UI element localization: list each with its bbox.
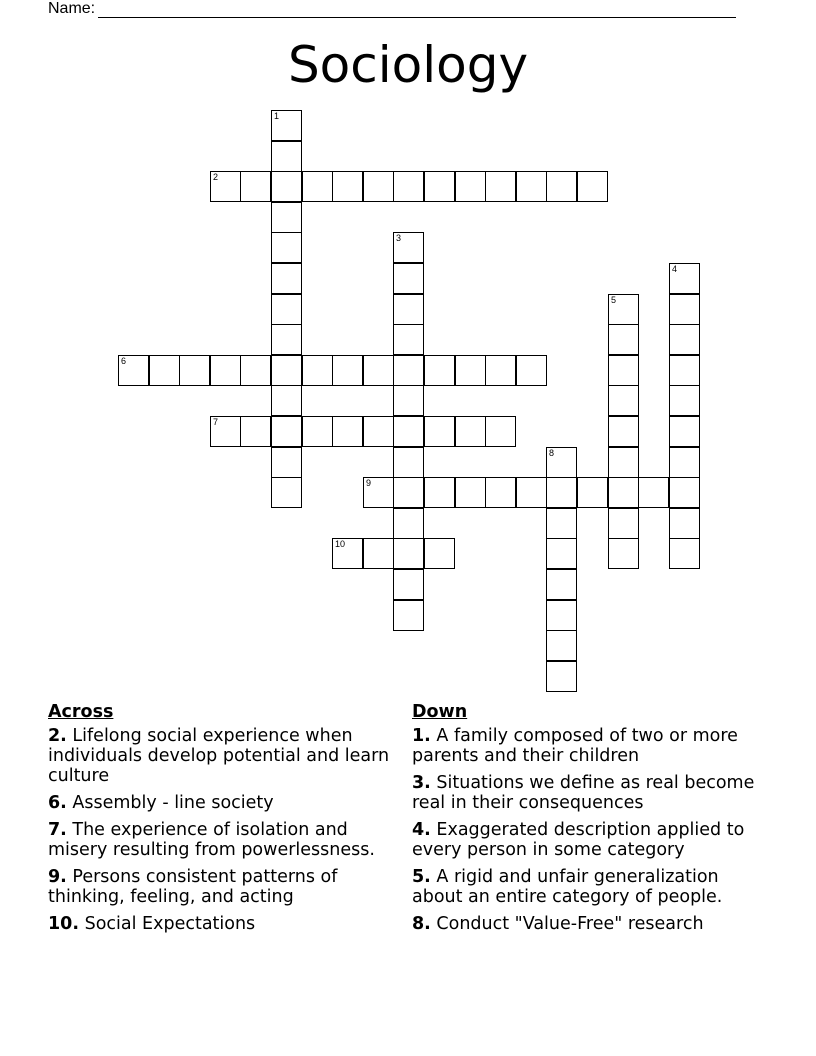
crossword-cell[interactable] — [516, 355, 547, 386]
down-clue — [412, 820, 762, 860]
crossword-cell[interactable] — [271, 232, 302, 263]
clue-number: 6. — [48, 793, 67, 813]
crossword-cell[interactable] — [669, 385, 700, 416]
crossword-cell[interactable] — [271, 324, 302, 355]
cell-number: 5 — [611, 295, 617, 305]
crossword-cell[interactable] — [485, 355, 516, 386]
crossword-cell[interactable] — [608, 447, 639, 478]
crossword-cell[interactable] — [271, 141, 302, 172]
crossword-cell[interactable] — [393, 508, 424, 539]
crossword-cell[interactable] — [393, 263, 424, 294]
clue-number: 5. — [412, 867, 431, 887]
crossword-cell[interactable] — [271, 416, 302, 447]
cell-number: 3 — [396, 233, 402, 243]
down-clue — [412, 773, 762, 813]
crossword-cell[interactable] — [393, 600, 424, 631]
crossword-cell[interactable] — [516, 477, 547, 508]
crossword-cell[interactable] — [455, 355, 486, 386]
crossword-cell[interactable] — [546, 569, 577, 600]
down-clue — [412, 726, 762, 766]
cell-number: 4 — [672, 264, 678, 274]
crossword-cell[interactable] — [271, 202, 302, 233]
crossword-cell[interactable] — [608, 355, 639, 386]
crossword-cell[interactable] — [363, 171, 394, 202]
crossword-cell[interactable] — [669, 355, 700, 386]
cell-number: 6 — [121, 356, 127, 366]
name-label: Name: — [48, 0, 96, 17]
crossword-cell[interactable] — [240, 355, 271, 386]
across-clue — [48, 914, 400, 934]
crossword-cell[interactable] — [546, 661, 577, 692]
crossword-cell[interactable] — [546, 447, 577, 478]
crossword-cell[interactable] — [485, 171, 516, 202]
cell-number: 1 — [274, 111, 280, 121]
clue-text: A rigid and unfair generalization about an entire category of people. — [412, 867, 723, 907]
crossword-cell[interactable] — [393, 171, 424, 202]
crossword-cell[interactable] — [210, 416, 241, 447]
crossword-cell[interactable] — [424, 171, 455, 202]
crossword-cell[interactable] — [393, 538, 424, 569]
crossword-cell[interactable] — [271, 263, 302, 294]
crossword-cell[interactable] — [669, 477, 700, 508]
crossword-cell[interactable] — [271, 385, 302, 416]
crossword-cell[interactable] — [669, 324, 700, 355]
crossword-cell[interactable] — [271, 294, 302, 325]
crossword-cell[interactable] — [393, 416, 424, 447]
crossword-cell[interactable] — [608, 477, 639, 508]
clue-number: 1. — [412, 726, 431, 746]
crossword-cell[interactable] — [393, 324, 424, 355]
crossword-cell[interactable] — [302, 416, 333, 447]
crossword-cell[interactable] — [608, 385, 639, 416]
clue-number: 7. — [48, 820, 67, 840]
crossword-cell[interactable] — [149, 355, 180, 386]
crossword-cell[interactable] — [608, 508, 639, 539]
clue-number: 3. — [412, 773, 431, 793]
crossword-cell[interactable] — [393, 447, 424, 478]
crossword-cell[interactable] — [608, 416, 639, 447]
clue-text: Conduct "Value-Free" research — [436, 914, 704, 934]
crossword-cell[interactable] — [393, 294, 424, 325]
across-clue — [48, 793, 400, 813]
crossword-cell[interactable] — [179, 355, 210, 386]
across-clues — [48, 702, 400, 941]
crossword-cell[interactable] — [577, 171, 608, 202]
cell-number: 10 — [335, 539, 346, 549]
crossword-cell[interactable] — [669, 416, 700, 447]
cell-number: 9 — [366, 478, 372, 488]
crossword-cell[interactable] — [118, 355, 149, 386]
crossword-cell[interactable] — [546, 508, 577, 539]
clue-text: Exaggerated description applied to every person in some category — [412, 820, 745, 860]
crossword-cell[interactable] — [669, 508, 700, 539]
crossword-cell[interactable] — [271, 171, 302, 202]
crossword-cell[interactable] — [608, 324, 639, 355]
crossword-cell[interactable] — [485, 477, 516, 508]
crossword-cell[interactable] — [577, 477, 608, 508]
crossword-cell[interactable] — [271, 477, 302, 508]
clue-number: 4. — [412, 820, 431, 840]
crossword-cell[interactable] — [332, 355, 363, 386]
clue-number: 2. — [48, 726, 67, 746]
crossword-cell[interactable] — [546, 630, 577, 661]
crossword-cell[interactable] — [546, 171, 577, 202]
crossword-cell[interactable] — [393, 385, 424, 416]
crossword-cell[interactable] — [669, 538, 700, 569]
clue-text: Social Expectations — [84, 914, 256, 934]
crossword-cell[interactable] — [210, 355, 241, 386]
crossword-cell[interactable] — [363, 416, 394, 447]
crossword-cell[interactable] — [393, 232, 424, 263]
crossword-cell[interactable] — [424, 355, 455, 386]
crossword-cell[interactable] — [302, 171, 333, 202]
crossword-cell[interactable] — [210, 171, 241, 202]
crossword-cell[interactable] — [302, 355, 333, 386]
down-clues — [412, 702, 762, 941]
crossword-cell[interactable] — [455, 416, 486, 447]
clue-text: Assembly - line society — [72, 793, 274, 813]
crossword-cell[interactable] — [393, 477, 424, 508]
down-clue — [412, 867, 762, 907]
cell-number: 2 — [213, 172, 219, 182]
crossword-cell[interactable] — [363, 477, 394, 508]
crossword-cell[interactable] — [332, 416, 363, 447]
clue-text: Situations we define as real become real in their consequences — [412, 773, 755, 813]
crossword-cell[interactable] — [669, 263, 700, 294]
clue-text: The experience of isolation and misery resulting from powerlessness. — [48, 820, 375, 860]
page-title: Sociology — [287, 36, 529, 94]
crossword-cell[interactable] — [424, 416, 455, 447]
crossword-cell[interactable] — [393, 569, 424, 600]
crossword-cell[interactable] — [271, 110, 302, 141]
crossword-cell[interactable] — [669, 447, 700, 478]
crossword-cell[interactable] — [669, 294, 700, 325]
crossword-cell[interactable] — [393, 355, 424, 386]
crossword-cell[interactable] — [424, 477, 455, 508]
clue-text: Lifelong social experience when individuals develop potential and learn culture — [48, 726, 390, 786]
crossword-cell[interactable] — [455, 171, 486, 202]
across-heading: Across — [48, 702, 114, 722]
cell-number: 8 — [549, 448, 555, 458]
crossword-cell[interactable] — [240, 416, 271, 447]
crossword-cell[interactable] — [485, 416, 516, 447]
clue-number: 10. — [48, 914, 80, 934]
crossword-cell[interactable] — [332, 538, 363, 569]
clue-text: A family composed of two or more parents and their children — [412, 726, 738, 766]
down-heading: Down — [412, 702, 468, 722]
clue-text: Persons consistent patterns of thinking, feeling, and acting — [48, 867, 338, 907]
crossword-cell[interactable] — [332, 171, 363, 202]
crossword-cell[interactable] — [240, 171, 271, 202]
crossword-cell[interactable] — [608, 294, 639, 325]
across-clue — [48, 867, 400, 907]
crossword-cell[interactable] — [546, 538, 577, 569]
down-clue — [412, 914, 762, 934]
crossword-cell[interactable] — [363, 538, 394, 569]
cell-number: 7 — [213, 417, 219, 427]
across-clue — [48, 820, 400, 860]
crossword-cell[interactable] — [546, 477, 577, 508]
crossword-cell[interactable] — [424, 538, 455, 569]
crossword-cell[interactable] — [271, 355, 302, 386]
crossword-cell[interactable] — [608, 538, 639, 569]
crossword-cell[interactable] — [455, 477, 486, 508]
crossword-cell[interactable] — [271, 447, 302, 478]
clue-number: 9. — [48, 867, 67, 887]
crossword-cell[interactable] — [516, 171, 547, 202]
across-clue — [48, 726, 400, 786]
clue-number: 8. — [412, 914, 431, 934]
crossword-cell[interactable] — [363, 355, 394, 386]
crossword-cell[interactable] — [638, 477, 669, 508]
crossword-cell[interactable] — [546, 600, 577, 631]
